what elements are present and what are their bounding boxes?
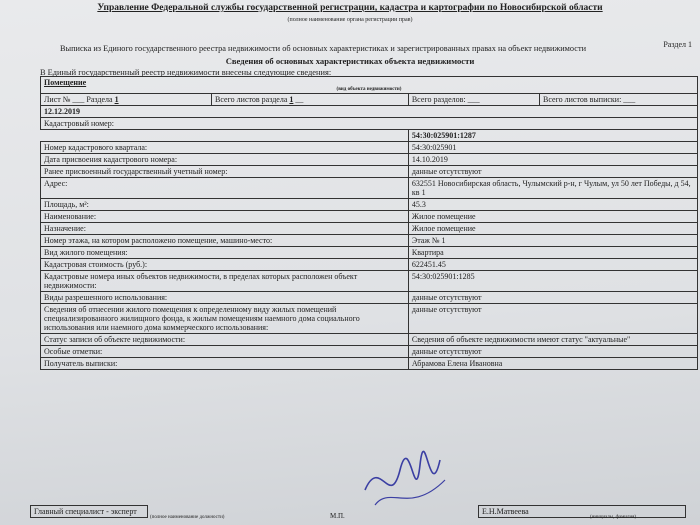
row-label: Ранее присвоенный государственный учетный номер:: [41, 166, 409, 178]
row-value: 45.3: [408, 199, 697, 211]
row-value: Сведения об объекте недвижимости имеют статус "актуальные": [408, 334, 697, 346]
total-extract-label: Всего листов выписки:: [543, 95, 622, 104]
table-row: [41, 346, 698, 358]
signer-note: (инициалы, фамилия): [590, 515, 637, 520]
intro-text: В Единый государственный реестр недвижимости внесены следующие сведения:: [40, 68, 332, 77]
row-value: Этаж № 1: [408, 235, 697, 247]
row-label: Виды разрешенного использования:: [41, 292, 409, 304]
row-label: Кадастровая стоимость (руб.):: [41, 259, 409, 271]
table-row: [41, 142, 698, 154]
table-row: [41, 271, 698, 292]
position-note: (полное наименование должности): [150, 515, 225, 520]
object-type-note: (вид объекта недвижимости): [336, 87, 402, 92]
table-row: [41, 211, 698, 223]
section-row-label: Раздела: [86, 95, 113, 104]
table-row: [41, 259, 698, 271]
table-row: [41, 334, 698, 346]
row-label: Площадь, м²:: [41, 199, 409, 211]
row-label: Вид жилого помещения:: [41, 247, 409, 259]
table-row: [41, 304, 698, 334]
position-title: Главный специалист - эксперт: [30, 505, 148, 518]
row-value: 54:30:025901: [408, 142, 697, 154]
table-row: [41, 358, 698, 370]
row-value: 14.10.2019: [408, 154, 697, 166]
row-label: Номер кадастрового квартала:: [41, 142, 409, 154]
table-row: [41, 199, 698, 211]
signer-name: Е.Н.Матвеева: [478, 505, 686, 518]
row-label: Дата присвоения кадастрового номера:: [41, 154, 409, 166]
table-row: [41, 166, 698, 178]
row-label: Получатель выписки:: [41, 358, 409, 370]
table-row: [41, 247, 698, 259]
row-value: Жилое помещение: [408, 211, 697, 223]
cadastral-number-cell: [41, 118, 698, 130]
row-value: 622451.45: [408, 259, 697, 271]
row-label: Номер этажа, на котором расположено помещение, машино-место:: [41, 235, 409, 247]
table-row: [41, 154, 698, 166]
row-label: Статус записи об объекте недвижимости:: [41, 334, 409, 346]
row-label: Наименование:: [41, 211, 409, 223]
row-value: Жилое помещение: [408, 223, 697, 235]
section-label: Раздел 1: [663, 40, 692, 49]
agency-title: Управление Федеральной службы государственной регистрации, кадастра и картографии по Новосибирской области: [97, 3, 603, 13]
row-value: данные отсутствуют: [408, 346, 697, 358]
table-row: [41, 292, 698, 304]
row-label: Назначение:: [41, 223, 409, 235]
row-label: Кадастровые номера иных объектов недвижимости, в пределах которых расположен объект недвижимости:: [41, 271, 409, 292]
stamp-mark: М.П.: [330, 512, 345, 520]
object-type-cell: [41, 77, 698, 94]
total-sheets-label: Всего листов раздела: [215, 95, 288, 104]
row-value: данные отсутствуют: [408, 304, 697, 334]
total-sections-label: Всего разделов:: [411, 95, 466, 104]
row-value: данные отсутствуют: [408, 166, 697, 178]
info-table: [40, 76, 698, 370]
section-row-value: 1: [114, 95, 119, 104]
table-row: [41, 235, 698, 247]
sheet-label: Лист №: [44, 95, 71, 104]
table-row: [41, 178, 698, 199]
sheet-row: Лист № ___ Раздела 1 Всего листов раздела 1 __ Всего разделов: ___ Всего листов выписки: ___ 12.12.2019: [41, 94, 698, 118]
row-label: Сведения об отнесении жилого помещения к определенному виду жилых помещений специализированного жилищного фонда, к жилым помещениям наемного дома социального использования или наемного дома коммерческого использования:: [41, 304, 409, 334]
row-value: Квартира: [408, 247, 697, 259]
row-value: 632551 Новосибирская область, Чулымский р-н, г Чулым, ул 50 лет Победы, д 54, кв 1: [408, 178, 697, 199]
date: 12.12.2019: [41, 106, 697, 118]
cadastral-number-label: Кадастровый номер:: [44, 119, 114, 128]
row-value: Абрамова Елена Ивановна: [408, 358, 697, 370]
row-value: 54:30:025901:1285: [408, 271, 697, 292]
extract-title: Выписка из Единого государственного реестра недвижимости об основных характеристиках и зарегистрированных правах на объект недвижимости: [60, 44, 587, 53]
row-label: Адрес:: [41, 178, 409, 199]
signature: [360, 450, 450, 525]
table-row: [41, 223, 698, 235]
object-type: Помещение: [44, 78, 87, 87]
section-title: Сведения об основных характеристиках объекта недвижимости: [225, 56, 475, 66]
cadastral-number: 54:30:025901:1287: [408, 130, 697, 142]
row-label: Особые отметки:: [41, 346, 409, 358]
agency-note: (полное наименование органа регистрации прав): [287, 17, 413, 23]
row-value: данные отсутствуют: [408, 292, 697, 304]
total-sheets-value: 1: [289, 95, 294, 104]
